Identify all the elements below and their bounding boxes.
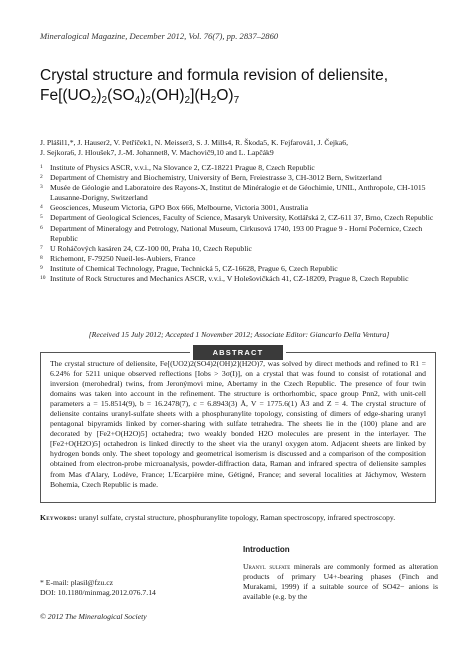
keywords-label: Keywords: xyxy=(40,513,78,522)
received-dates: [Received 15 July 2012; Accepted 1 November 2012; Associate Editor: Giancarlo Della Ventura] xyxy=(88,330,390,339)
affiliation-number: 10 xyxy=(40,275,46,282)
abstract-text: The crystal structure of deliensite, Fe[(UO2)2(SO4)2(OH)2](H2O)7, was solved by direct methods and refined to R1 = 6.24% for 5211 unique observed reflections [Iobs > 3σ(I)], on a crystal that was found to consist of rotational and inversion (merohedral) twins, from Jeronýmovi mine, Abertamy in the Czech Republic. The presence of four twin domains was taken into account in the refinement. The structure is orthorhombic, space group Pnn2, with unit-cell parameters a = 15.8514(9), b = 16.2478(7), c = 6.8943(3) Å, V = 1775.6(1) Å3 and Z = 4. The crystal structure of deliensite contains uranyl-sulfate sheets with a phosphuranylite topology, consisting of dimers of edge-sharing uranyl pentagonal bipyramids linked by corner-sharing with sulfate tetrahedra. The sheets lie in the (100) plane and are decorated by [Fe2+O(H2O)5] octahedra; two weakly bonded H2O molecules are present in the interlayer. The [Fe2+O(H2O)5] octahedron is linked directly to the sheet via the uranyl oxygen atom. Adjacent sheets are linked by hydrogen bonds only. The sheet topology and geometrical isomerism is discussed and a comparison of the composition obtained from electron-probe microanalysis, powder-diffraction data, Raman and infrared spectra of deliensite samples from Mas d'Alary, Lodève, France; L'Ecarpière mine, Gétigné, France; and several localities at Jáchymov, Western Bohemia, Czech Republic is made. xyxy=(50,359,426,489)
footnote xyxy=(40,578,220,598)
journal-citation: Mineralogical Magazine, December 2012, Vol. 76(7), pp. 2837–2860 xyxy=(40,31,279,41)
affiliation-number: 2 xyxy=(40,174,43,181)
keywords-text: uranyl sulfate, crystal structure, phosphuranylite topology, Raman spectroscopy, infrared spectroscopy. xyxy=(77,513,396,522)
affiliation-text: Institute of Rock Structures and Mechanics ASCR, v.v.i., V Holešovičkách 41, CZ-18209, Prague 8, Czech Republic xyxy=(50,274,409,284)
affiliation-text: Institute of Chemical Technology, Prague, Technická 5, CZ-16628, Prague 6, Czech Republic xyxy=(50,263,338,273)
affiliation-text: U Roháčových kasáren 24, CZ-100 00, Praha 10, Czech Republic xyxy=(50,243,252,253)
title-line-2: $Fe[(UO_2)_2(SO_4)_2(OH)_2](H_2O)_7$ xyxy=(40,87,240,106)
author-list xyxy=(40,138,438,159)
affiliation-item xyxy=(40,163,438,173)
affiliation-text: Richemont, F-79250 Nueil-les-Aubiers, France xyxy=(50,253,196,263)
affiliation-item xyxy=(40,213,438,223)
affiliation-number: 7 xyxy=(40,244,43,251)
affiliation-item xyxy=(40,244,438,254)
affiliation-number: 5 xyxy=(40,214,43,221)
author-line-1: J. Plášil1,*, J. Hauser2, V. Petříček1, N. Meisser3, S. J. Mills4, R. Škoda5, K. Fejfarová1, J. Čejka6, xyxy=(40,138,349,147)
affiliation-number: 6 xyxy=(40,224,43,231)
affiliation-item xyxy=(40,203,438,213)
affiliation-text: Institute of Physics ASCR, v.v.i., Na Slovance 2, CZ-18221 Prague 8, Czech Republic xyxy=(50,163,315,172)
keywords xyxy=(40,513,438,523)
introduction-heading: Introduction xyxy=(243,545,290,554)
introduction-body: minerals are commonly formed as alteration products of primary U4+-bearing phases (Finch and Murakami, 1999) if a suitable source of SO42− anions is available (e.g. by the xyxy=(243,562,438,602)
article-title xyxy=(40,66,440,106)
copyright-notice: © 2012 The Mineralogical Society xyxy=(40,612,147,621)
affiliation-text: Department of Chemistry and Biochemistry, University of Bern, Freiestrasse 3, CH-3012 Bern, Switzerland xyxy=(50,173,382,183)
affiliation-text: Geosciences, Museum Victoria, GPO Box 666, Melbourne, Victoria 3001, Australia xyxy=(50,203,308,213)
abstract-rule-right xyxy=(286,352,436,353)
affiliation-text: Department of Mineralogy and Petrology, National Museum, Cirkusová 1740, 193 00 Prague 9 - Horní Počernice, Czech Republic xyxy=(50,223,423,243)
affiliation-number: 4 xyxy=(40,204,43,211)
affiliation-item xyxy=(40,254,438,264)
affiliation-number: 3 xyxy=(40,184,43,191)
affiliation-text: Department of Geological Sciences, Faculty of Science, Masaryk University, Kotlářská 2, CZ-611 37, Brno, Czech Republic xyxy=(50,213,434,223)
affiliation-item xyxy=(40,264,438,274)
affiliation-item xyxy=(40,183,438,203)
abstract-box xyxy=(40,345,436,503)
footnote-email[interactable]: * E-mail: plasil@fzu.cz xyxy=(40,578,114,587)
affiliation-item xyxy=(40,274,438,284)
introduction-lead: Uranyl sulfate xyxy=(243,562,291,571)
abstract-label: ABSTRACT xyxy=(193,345,283,360)
affiliation-item xyxy=(40,224,438,244)
affiliation-number: 9 xyxy=(40,264,43,271)
affiliation-number: 1 xyxy=(40,164,43,170)
author-line-2: J. Sejkora6, J. Hloušek7, J.-M. Johannet8, V. Machovič9,10 and L. Lapčák9 xyxy=(40,148,274,158)
title-line-1: Crystal structure and formula revision of deliensite, xyxy=(40,67,389,84)
introduction-text xyxy=(243,562,438,602)
affiliation-list xyxy=(40,163,438,284)
affiliation-item xyxy=(40,173,438,183)
footnote-doi[interactable]: DOI: 10.1180/minmag.2012.076.7.14 xyxy=(40,588,156,597)
abstract-rule-left xyxy=(40,352,190,353)
affiliation-number: 8 xyxy=(40,254,43,261)
affiliation-text: Musée de Géologie and Laboratoire des Rayons-X, Institut de Minéralogie et de Géochimie, UNIL, Anthropole, CH-1015 Lausanne-Dorigny, Switzerland xyxy=(50,183,426,203)
